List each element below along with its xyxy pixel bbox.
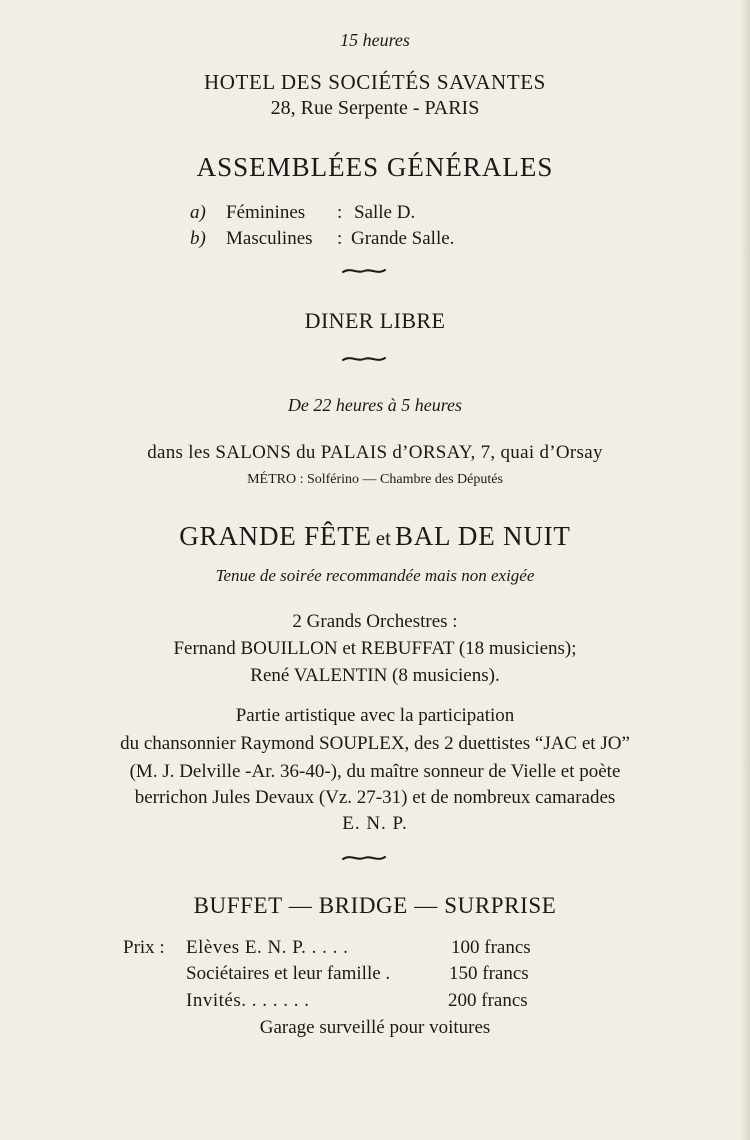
item-room: Salle D. [354, 202, 416, 223]
dress-code: Tenue de soirée recommandée mais non exigée [215, 566, 535, 585]
fete-hours: De 22 heures à 5 heures [287, 395, 463, 415]
item-marker: b) [190, 228, 206, 249]
item-separator: : [337, 228, 343, 249]
venue-name: HOTEL DES SOCIÉTÉS SAVANTES [204, 70, 546, 94]
flourish-ornament-icon [341, 853, 387, 863]
price-amount: 200 francs [448, 990, 528, 1011]
item-marker: a) [190, 202, 206, 223]
price-label: Elèves E. N. P. . . . . [186, 937, 349, 958]
orchestres-line: Fernand BOUILLON et REBUFFAT (18 musiciens); [173, 638, 577, 659]
buffet-title: BUFFET — BRIDGE — SURPRISE [193, 893, 557, 918]
partie-line: (M. J. Delville -Ar. 36-40-), du maître sonneur de Vielle et poète [129, 761, 621, 782]
partie-line: du chansonnier Raymond SOUPLEX, des 2 duettistes “JAC et JO” [120, 733, 630, 754]
partie-line: E. N. P. [342, 813, 408, 834]
price-label: Invités. . . . . . . [186, 990, 310, 1011]
item-label: Masculines [226, 228, 313, 249]
fete-title-et: et [375, 526, 391, 550]
price-amount: 100 francs [451, 937, 531, 958]
fete-place: dans les SALONS du PALAIS d’ORSAY, 7, quai d’Orsay [147, 442, 603, 463]
flourish-ornament-icon [341, 266, 387, 276]
diner-title: DINER LIBRE [304, 308, 446, 333]
prix-label: Prix : [123, 937, 165, 958]
time-heading: 15 heures [340, 30, 410, 50]
fete-title-b: BAL DE NUIT [394, 521, 571, 551]
assemblees-title: ASSEMBLÉES GÉNÉRALES [196, 152, 554, 182]
item-label: Féminines [226, 202, 306, 223]
fete-title-a: GRANDE FÊTE [179, 521, 372, 551]
venue-address: 28, Rue Serpente - PARIS [270, 97, 480, 119]
partie-line: berrichon Jules Devaux (Vz. 27-31) et de nombreux camarades [134, 787, 616, 808]
partie-line: Partie artistique avec la participation [235, 705, 515, 726]
orchestres-line: René VALENTIN (8 musiciens). [250, 665, 500, 686]
price-label: Sociétaires et leur famille . [186, 963, 391, 984]
metro-info: MÉTRO : Solférino — Chambre des Députés [247, 472, 503, 487]
fete-title [0, 521, 750, 552]
garage-note: Garage surveillé pour voitures [259, 1017, 491, 1038]
price-amount: 150 francs [449, 963, 529, 984]
flourish-ornament-icon [341, 354, 387, 364]
orchestres-line: 2 Grands Orchestres : [292, 611, 458, 632]
item-separator: : [337, 202, 343, 223]
item-room: Grande Salle. [351, 228, 455, 249]
